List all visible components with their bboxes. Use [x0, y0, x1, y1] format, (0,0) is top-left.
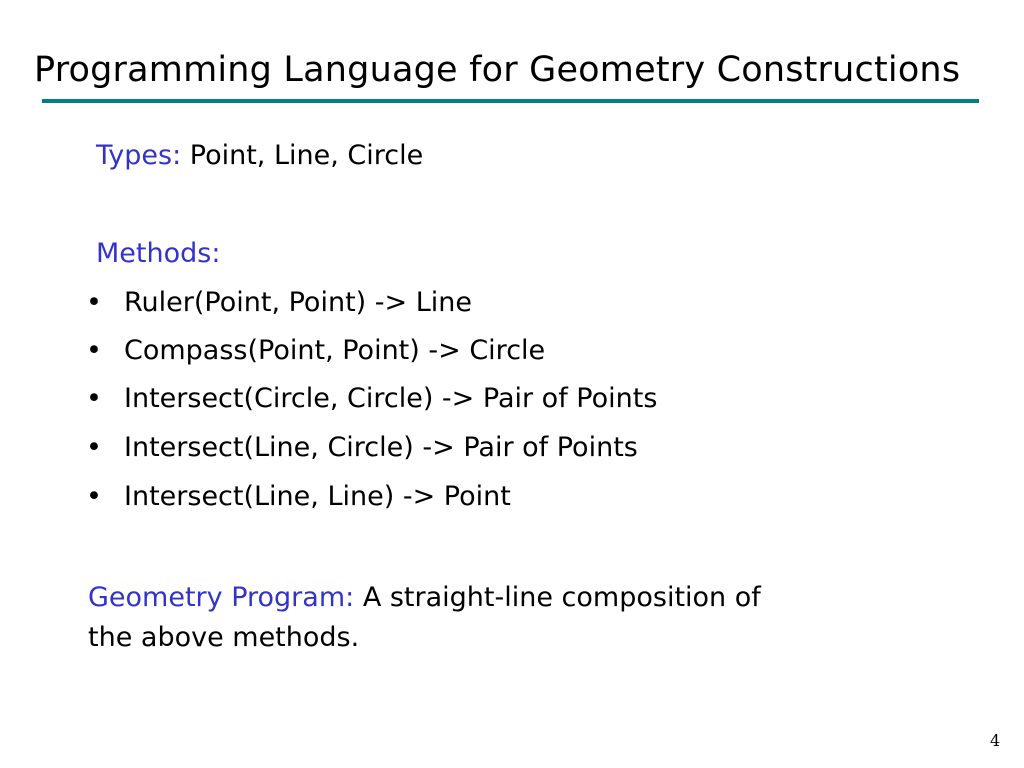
program-label: Geometry Program:: [88, 582, 355, 613]
program-text-1: A straight-line composition of: [354, 582, 761, 613]
program-line-1: [88, 580, 761, 616]
title-underline: [42, 99, 979, 103]
method-text: Ruler(Point, Point) -> Line: [124, 287, 472, 318]
slide-title: Programming Language for Geometry Constructions: [34, 50, 961, 90]
bullet-icon: •: [86, 383, 102, 414]
list-item: [86, 430, 638, 466]
program-line-2: the above methods.: [88, 622, 360, 653]
method-text: Intersect(Line, Circle) -> Pair of Points: [124, 432, 638, 463]
bullet-icon: •: [86, 481, 102, 512]
list-item: [86, 285, 472, 321]
bullet-icon: •: [86, 287, 102, 318]
types-label: Types:: [96, 140, 182, 171]
bullet-icon: •: [86, 432, 102, 463]
method-text: Intersect(Line, Line) -> Point: [124, 481, 511, 512]
list-item: [86, 479, 511, 515]
list-item: [86, 333, 545, 369]
method-text: Intersect(Circle, Circle) -> Pair of Points: [124, 383, 658, 414]
types-line: [96, 138, 423, 174]
types-value: Point, Line, Circle: [181, 140, 424, 171]
methods-label: Methods:: [96, 238, 221, 269]
method-text: Compass(Point, Point) -> Circle: [124, 335, 546, 366]
bullet-icon: •: [86, 335, 102, 366]
list-item: [86, 381, 657, 417]
page-number: 4: [990, 731, 1001, 750]
